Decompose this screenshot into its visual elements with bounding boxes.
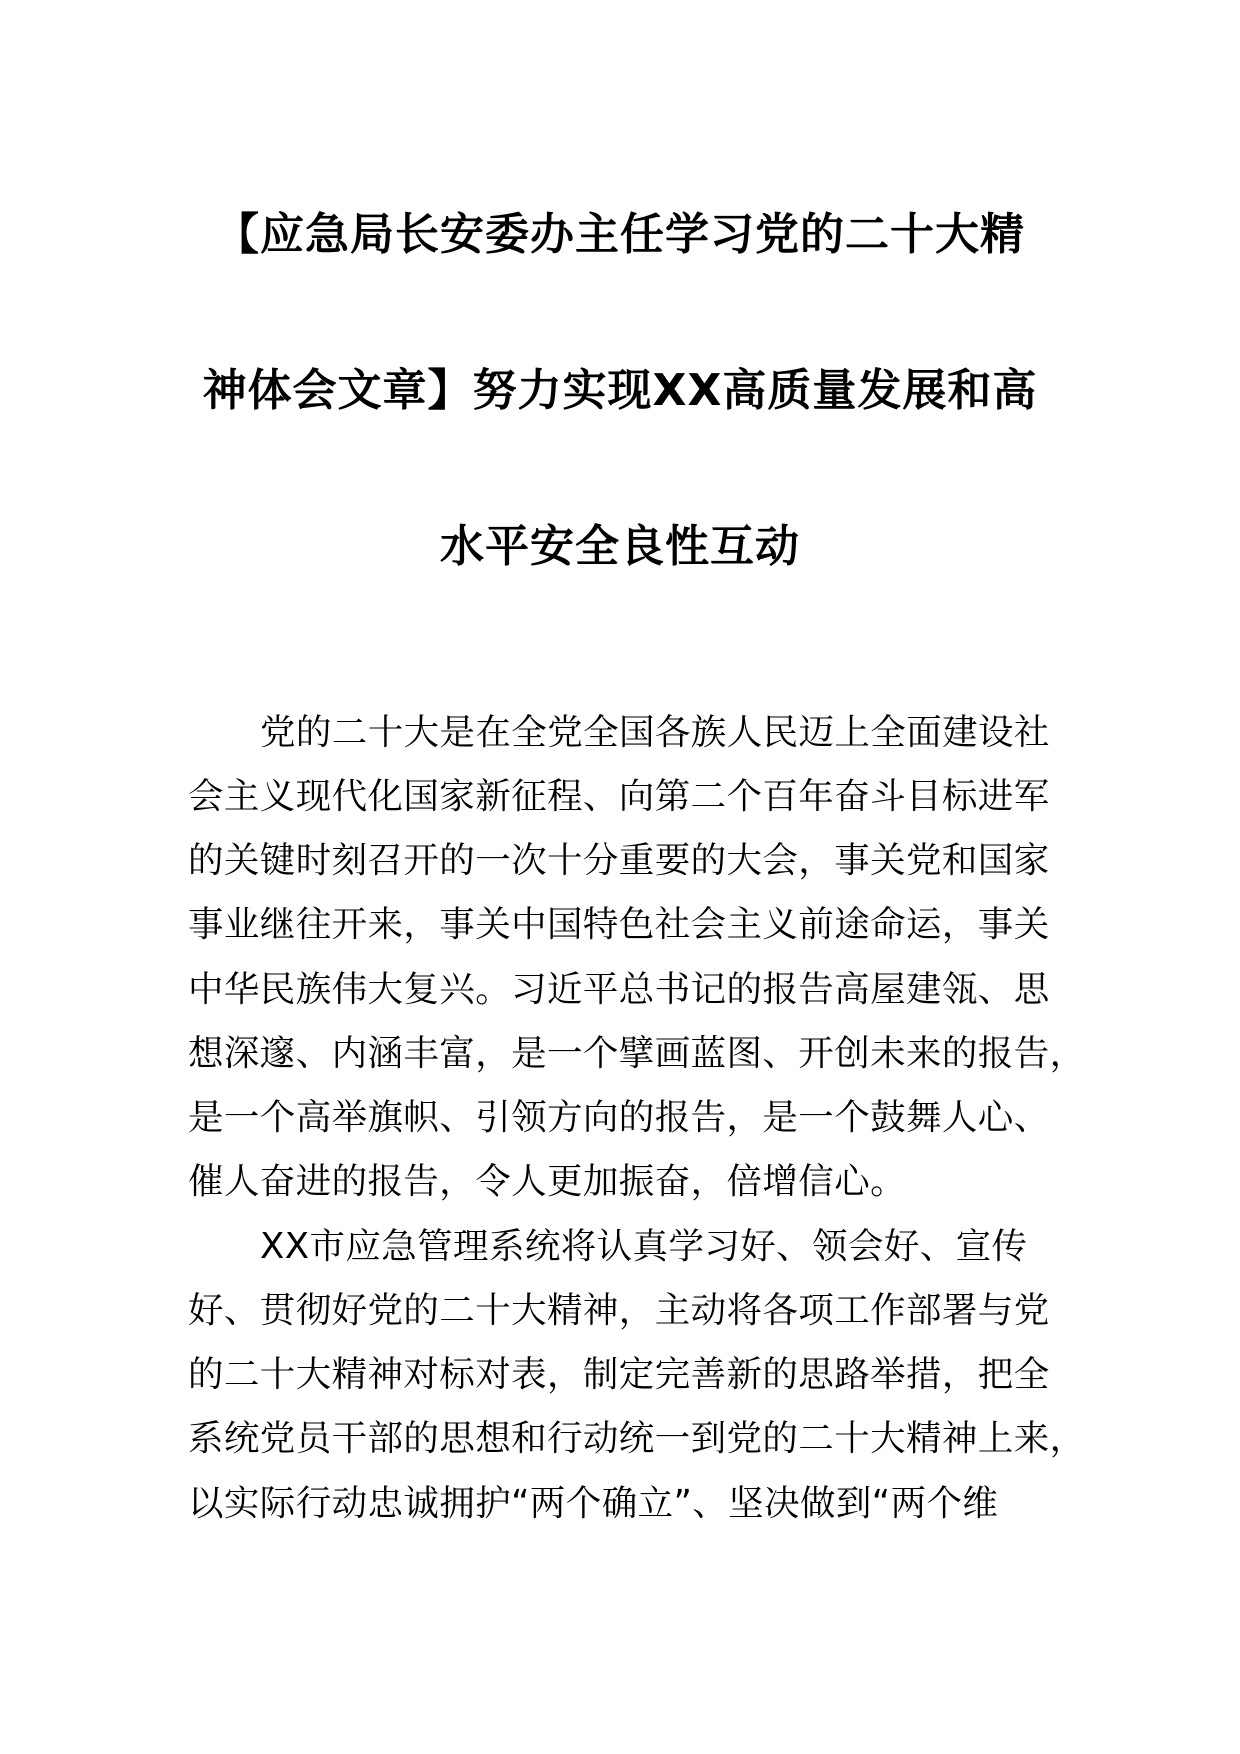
paragraph-2-line-2: 好、贯彻好党的二十大精神，主动将各项工作部署与党	[188, 1290, 1050, 1331]
paragraph-1-line-3: 的关键时刻召开的一次十分重要的大会，事关党和国家	[188, 840, 1050, 881]
paragraph-2-line-4: 系统党员干部的思想和行动统一到党的二十大精神上来，	[188, 1418, 1086, 1459]
paragraph-1-line-6: 想深邃、内涵丰富，是一个擘画蓝图、开创未来的报告，	[188, 1033, 1086, 1074]
paragraph-2-line-3: 的二十大精神对标对表，制定完善新的思路举措，把全	[188, 1354, 1050, 1395]
paragraph-1-line-2: 会主义现代化国家新征程、向第二个百年奋斗目标进军	[188, 776, 1050, 817]
paragraph-1-line-5: 中华民族伟大复兴。习近平总书记的报告高屋建瓴、思	[188, 969, 1050, 1010]
paragraph-1-line-1: 党的二十大是在全党全国各族人民迈上全面建设社	[260, 712, 1050, 753]
paragraph-2-line-5: 以实际行动忠诚拥护“两个确立”、坚决做到“两个维	[188, 1483, 999, 1524]
paragraph-1-line-4: 事业继往开来，事关中国特色社会主义前途命运，事关	[188, 904, 1050, 945]
paragraph-1-line-7: 是一个高举旗帜、引领方向的报告，是一个鼓舞人心、	[188, 1097, 1050, 1138]
paragraph-2-line-1: XX市应急管理系统将认真学习好、领会好、宣传	[260, 1226, 1028, 1267]
paragraph-1-line-8: 催人奋进的报告，令人更加振奋，倍增信心。	[188, 1161, 907, 1202]
title-line-2: 神体会文章】努力实现XX高质量发展和高	[202, 365, 1038, 416]
title-line-3: 水平安全良性互动	[440, 521, 800, 572]
title-line-1: 【应急局长安委办主任学习党的二十大精	[215, 209, 1025, 260]
